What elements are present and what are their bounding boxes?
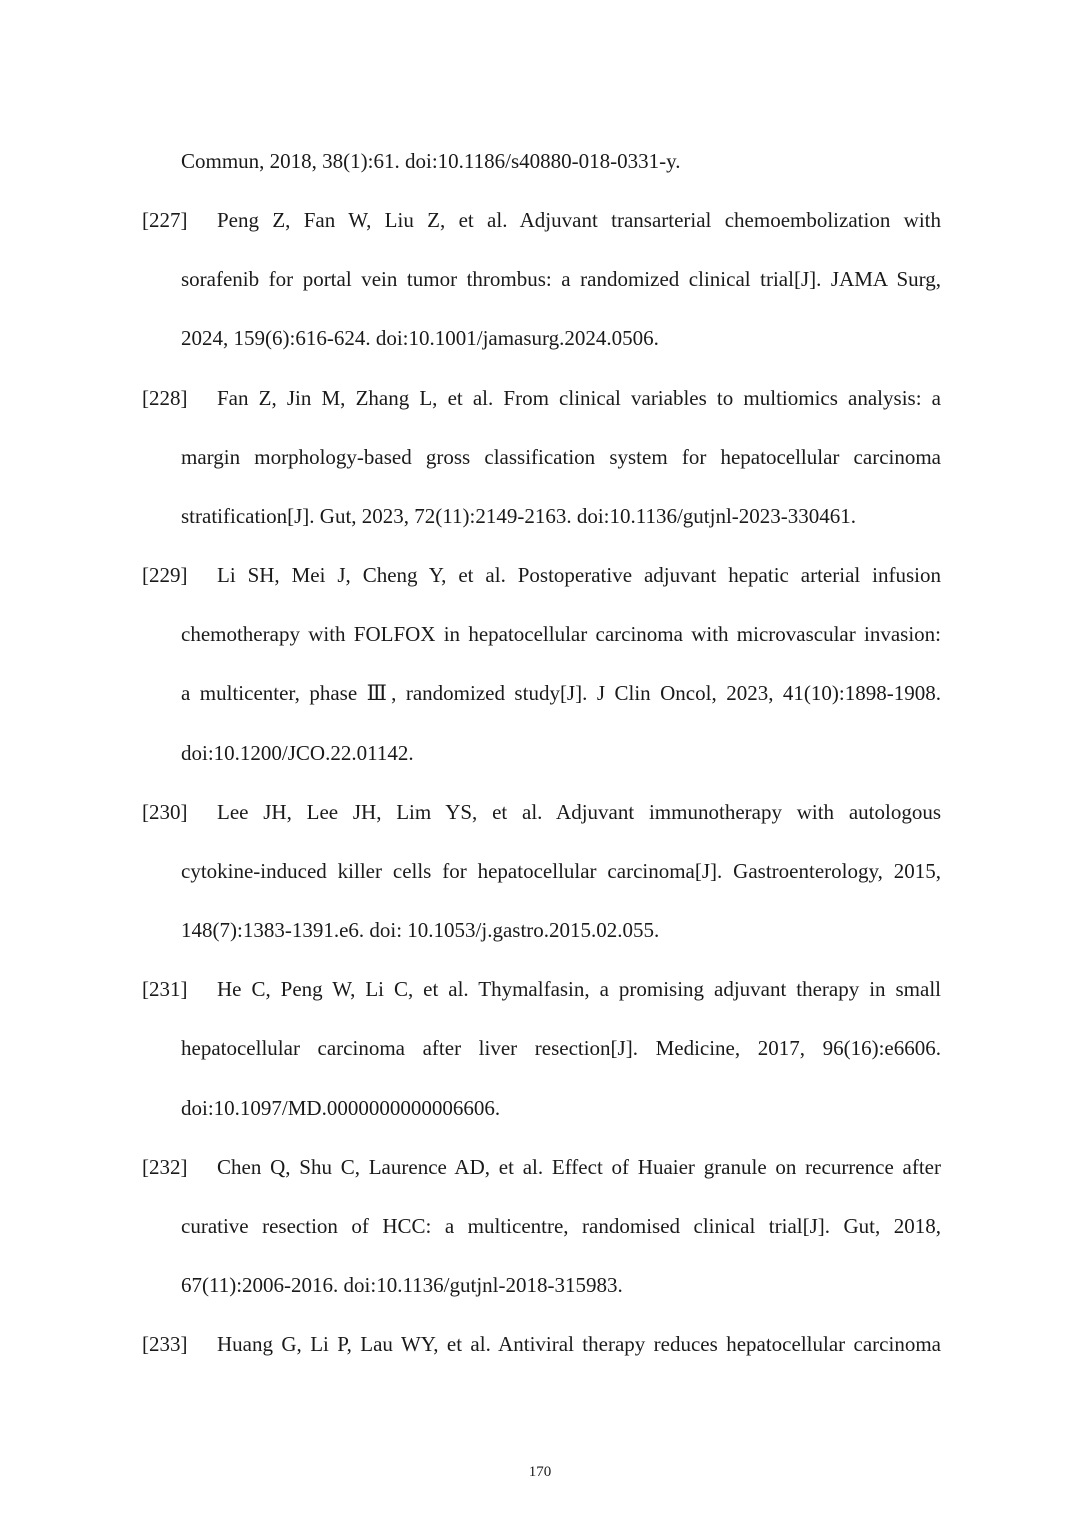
- reference-line: Fan Z, Jin M, Zhang L, et al. From clinical variables to multiomics analysis: a: [217, 386, 941, 410]
- reference-line: 2024, 159(6):616-624. doi:10.1001/jamasurg.2024.0506.: [181, 326, 659, 350]
- reference-line: He C, Peng W, Li C, et al. Thymalfasin, a promising adjuvant therapy in small: [217, 977, 941, 1001]
- reference-line: 148(7):1383-1391.e6. doi: 10.1053/j.gastro.2015.02.055.: [181, 918, 660, 942]
- reference-line: chemotherapy with FOLFOX in hepatocellular carcinoma with microvascular invasion:: [181, 622, 941, 646]
- reference-number: [231]: [142, 977, 188, 1001]
- reference-number: [227]: [142, 208, 188, 232]
- reference-line: Li SH, Mei J, Cheng Y, et al. Postoperative adjuvant hepatic arterial infusion: [217, 563, 941, 587]
- page-number: 170: [528, 1464, 552, 1480]
- reference-number: [228]: [142, 386, 188, 410]
- reference-number: [229]: [142, 563, 188, 587]
- reference-number: [230]: [142, 800, 188, 824]
- reference-line: margin morphology-based gross classification system for hepatocellular carcinoma: [181, 445, 941, 469]
- reference-carryover-line: Commun, 2018, 38(1):61. doi:10.1186/s40880-018-0331-y.: [181, 149, 681, 173]
- reference-line: sorafenib for portal vein tumor thrombus: a randomized clinical trial[J]. JAMA Surg,: [181, 267, 941, 291]
- reference-line: curative resection of HCC: a multicentre, randomised clinical trial[J]. Gut, 2018,: [181, 1214, 941, 1238]
- reference-line: cytokine-induced killer cells for hepatocellular carcinoma[J]. Gastroenterology, 2015,: [181, 859, 941, 883]
- reference-line: stratification[J]. Gut, 2023, 72(11):2149-2163. doi:10.1136/gutjnl-2023-330461.: [181, 504, 857, 528]
- reference-line: 67(11):2006-2016. doi:10.1136/gutjnl-2018-315983.: [181, 1273, 623, 1297]
- reference-number: [233]: [142, 1332, 188, 1356]
- reference-line: hepatocellular carcinoma after liver resection[J]. Medicine, 2017, 96(16):e6606.: [181, 1036, 941, 1060]
- reference-number: [232]: [142, 1155, 188, 1179]
- reference-line: Peng Z, Fan W, Liu Z, et al. Adjuvant transarterial chemoembolization with: [217, 208, 941, 232]
- reference-line: a multicenter, phase Ⅲ, randomized study[J]. J Clin Oncol, 2023, 41(10):1898-1908.: [181, 681, 941, 705]
- reference-line: Lee JH, Lee JH, Lim YS, et al. Adjuvant immunotherapy with autologous: [217, 800, 941, 824]
- reference-line: Huang G, Li P, Lau WY, et al. Antiviral therapy reduces hepatocellular carcinoma: [217, 1332, 941, 1356]
- reference-line: doi:10.1097/MD.0000000000006606.: [181, 1096, 501, 1120]
- reference-line: Chen Q, Shu C, Laurence AD, et al. Effect of Huaier granule on recurrence after: [217, 1155, 941, 1179]
- reference-line: doi:10.1200/JCO.22.01142.: [181, 741, 414, 765]
